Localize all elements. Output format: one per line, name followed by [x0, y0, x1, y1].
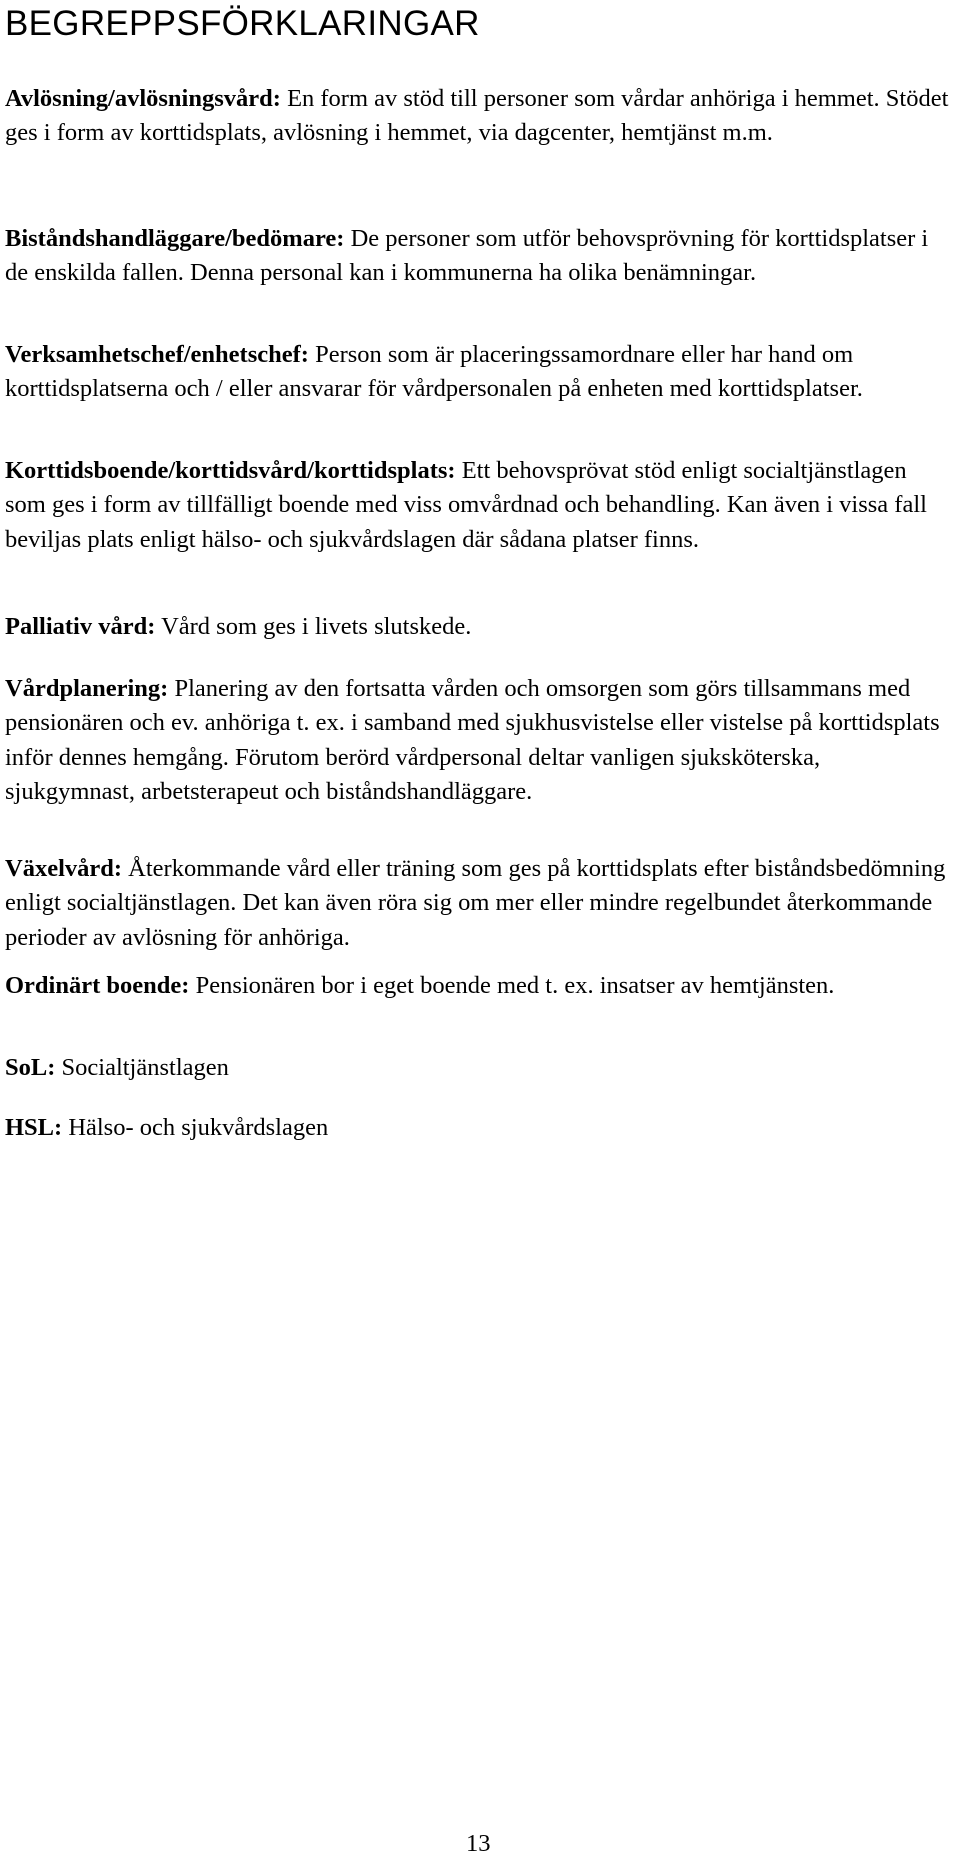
- definition-text: Vård som ges i livets slutskede.: [161, 613, 472, 640]
- definition-korttidsboende: [5, 454, 950, 557]
- definition-term: Palliativ vård:: [5, 613, 156, 640]
- definition-text: De personer som utför behovsprövning för korttidsplatser i de enskilda fallen. Denna personal kan i kommunerna ha olika benämningar.: [5, 225, 929, 287]
- definition-term: SoL:: [5, 1054, 56, 1081]
- definition-term: Ordinärt boende:: [5, 972, 190, 999]
- definition-text: Socialtjänstlagen: [61, 1054, 229, 1081]
- definition-text: Återkommande vård eller träning som ges på korttidsplats efter biståndsbedömning enligt socialtjänstlagen. Det kan även röra sig om mer eller mindre regelbundet återkommande perioder av avlösning för anhöriga.: [5, 855, 946, 951]
- definition-palliativ-vard: [5, 610, 950, 644]
- definition-ordinart-boende: [5, 969, 950, 1003]
- definition-term: Vårdplanering:: [5, 675, 169, 702]
- definition-text: Planering av den fortsatta vården och omsorgen som görs tillsammans med pensionären och ev. anhöriga t. ex. i samband med sjukhusvistelse eller vistelse på korttidsplats inför dennes hemgång. Förutom berörd vårdpersonal deltar vanligen sjuksköterska, sjukgymnast, arbetsterapeut och biståndshandläggare.: [5, 675, 940, 806]
- definition-vaxelvard: [5, 852, 950, 955]
- definition-text: Hälso- och sjukvårdslagen: [68, 1114, 329, 1141]
- definition-term: Avlösning/avlösningsvård:: [5, 85, 281, 112]
- definition-hsl: [5, 1111, 950, 1145]
- definition-term: Verksamhetschef/enhetschef:: [5, 341, 309, 368]
- definition-text: Ett behovsprövat stöd enligt socialtjänstlagen som ges i form av tillfälligt boende med viss omvårdnad och behandling. Kan även i vissa fall beviljas plats enligt hälso- och sjukvårdslagen där sådana platser finns.: [5, 457, 927, 553]
- page-number: 13: [466, 1830, 491, 1857]
- page-title: BEGREPPSFÖRKLARINGAR: [5, 4, 480, 43]
- definition-term: Växelvård:: [5, 855, 123, 882]
- definition-avlosning: [5, 82, 950, 151]
- definition-verksamhetschef: [5, 338, 905, 407]
- definition-text: En form av stöd till personer som vårdar anhöriga i hemmet. Stödet ges i form av korttidsplats, avlösning i hemmet, via dagcenter, hemtjänst m.m.: [5, 85, 949, 147]
- definition-vardplanering: [5, 672, 950, 810]
- definition-sol: [5, 1051, 950, 1085]
- definition-term: Biståndshandläggare/bedömare:: [5, 225, 345, 252]
- definition-text: Person som är placeringssamordnare eller har hand om korttidsplatserna och / eller ansvarar för vårdpersonalen på enheten med korttidsplatser.: [5, 341, 863, 403]
- definition-term: HSL:: [5, 1114, 63, 1141]
- definition-term: Korttidsboende/korttidsvård/korttidsplats:: [5, 457, 456, 484]
- definition-text: Pensionären bor i eget boende med t. ex. insatser av hemtjänsten.: [195, 972, 835, 999]
- definition-bistandshandlaggare: [5, 222, 950, 291]
